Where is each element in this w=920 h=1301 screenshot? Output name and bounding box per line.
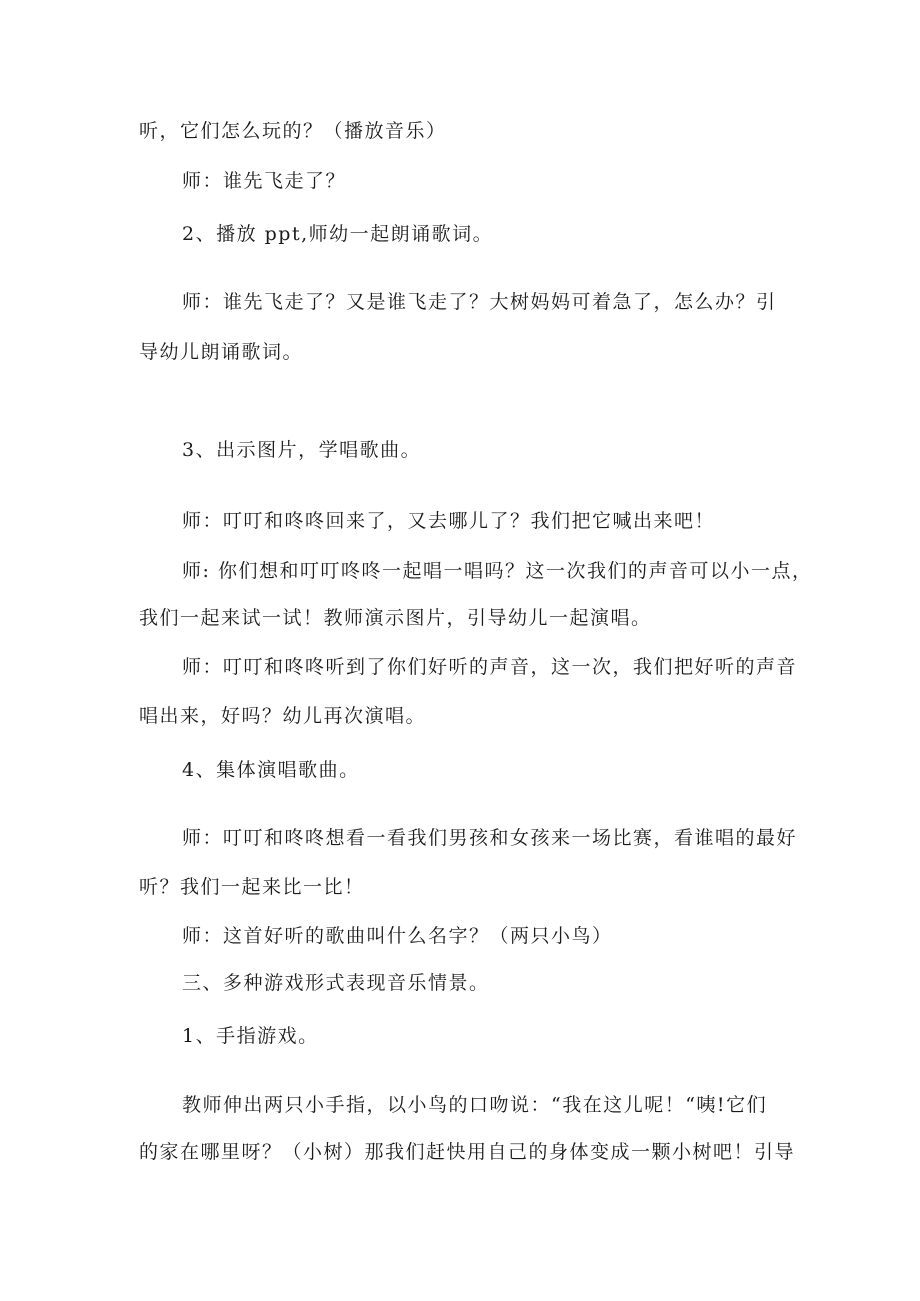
text-line: 4、集体演唱歌曲。 — [182, 759, 360, 781]
text-line: 的家在哪里呀？（小树）那我们赶快用自己的身体变成一颗小树吧！引导 — [139, 1141, 796, 1163]
text-line: 师：谁先飞走了？ — [182, 170, 347, 192]
text-line: 2、播放 ppt,师幼一起朗诵歌词。 — [182, 223, 494, 245]
text-line: 听，它们怎么玩的？（播放音乐） — [139, 120, 447, 142]
text-line: 我们一起来试一试！教师演示图片，引导幼儿一起演唱。 — [139, 607, 652, 629]
text-line: 教师伸出两只小手指，以小鸟的口吻说：“我在这儿呢！“咦!它们 — [182, 1094, 768, 1116]
text-line: 师: 你们想和叮叮咚咚一起唱一唱吗？这一次我们的声音可以小一点， — [182, 560, 813, 582]
text-line: 师：叮叮和咚咚听到了你们好听的声音，这一次，我们把好听的声音 — [182, 656, 798, 678]
text-line: 听？我们一起来比一比！ — [139, 876, 365, 898]
text-line: 师：叮叮和咚咚想看一看我们男孩和女孩来一场比赛，看谁唱的最好 — [182, 827, 798, 849]
text-line: 唱出来，好吗？幼儿再次演唱。 — [139, 705, 427, 727]
text-line: 导幼儿朗诵歌词。 — [139, 341, 304, 363]
text-line: 3、出示图片，学唱歌曲。 — [182, 439, 422, 461]
text-line: 师：谁先飞走了？又是谁飞走了？大树妈妈可着急了，怎么办？引 — [182, 291, 777, 313]
text-line: 师：叮叮和咚咚回来了，又去哪儿了？我们把它喊出来吧！ — [182, 510, 716, 532]
text-line: 三、多种游戏形式表现音乐情景。 — [182, 972, 490, 994]
text-line: 1、手指游戏。 — [182, 1025, 319, 1047]
text-line: 师：这首好听的歌曲叫什么名字？（两只小鸟） — [182, 925, 613, 947]
